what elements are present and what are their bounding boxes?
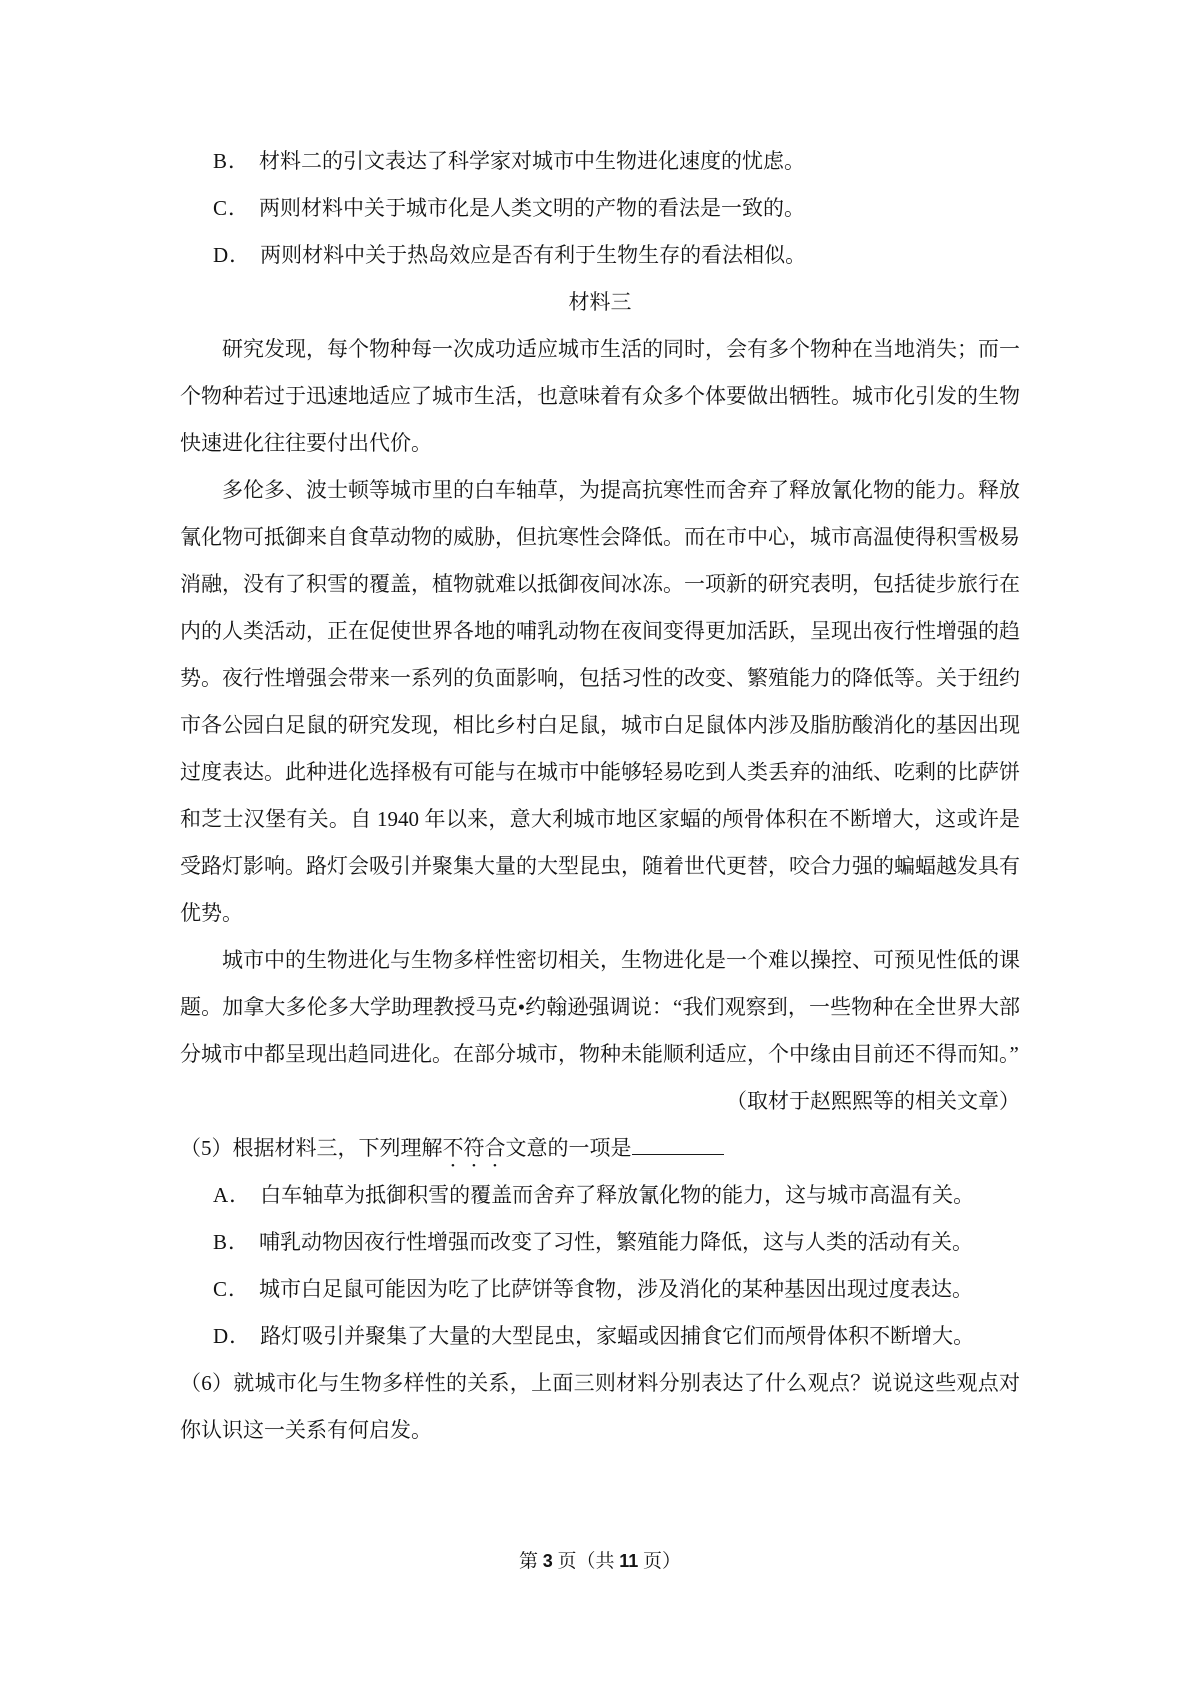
q4-option-b: [180, 138, 1020, 185]
q4-option-c-text: 两则材料中关于城市化是人类文明的产物的看法是一致的。: [259, 196, 806, 220]
q5-option-c-text: 城市白足鼠可能因为吃了比萨饼等食物，涉及消化的某种基因出现过度表达。: [259, 1277, 974, 1301]
q5-option-a: [180, 1172, 1020, 1219]
q4-option-b-label: B．: [213, 149, 251, 173]
q5-option-c-label: C．: [213, 1277, 251, 1301]
material-3-paragraph-3: 城市中的生物进化与生物多样性密切相关，生物进化是一个难以操控、可预见性低的课题。加拿大多伦多大学助理教授马克•约翰逊强调说：“我们观察到，一些物种在全世界大部分城市中都呈现出趋同进化。在部分城市，物种未能顺利适应，个中缘由目前还不得而知。”: [180, 948, 1020, 1066]
q4-option-c-label: C．: [213, 196, 251, 220]
question-5-prefix: （5）根据材料三，下列理解: [180, 1136, 443, 1160]
footer-total-pages: 11: [619, 1551, 639, 1571]
q4-option-d: [180, 232, 1020, 279]
footer-page-number: 3: [542, 1551, 553, 1571]
q5-option-d-label: D．: [213, 1324, 252, 1348]
question-5-prompt: [180, 1125, 1020, 1172]
q5-option-b: [180, 1219, 1020, 1266]
q5-option-b-text: 哺乳动物因夜行性增强而改变了习性，繁殖能力降低，这与人类的活动有关。: [259, 1230, 974, 1254]
material-3-heading: 材料三: [568, 290, 632, 314]
question-5-emphasized: 不符合: [442, 1136, 506, 1160]
page-footer: [0, 1548, 1200, 1575]
material-3-paragraph-1: 研究发现，每个物种每一次成功适应城市生活的同时，会有多个物种在当地消失；而一个物种若过于迅速地适应了城市生活，也意味着有众多个体要做出牺牲。城市化引发的生物快速进化往往要付出代价。: [180, 337, 1020, 455]
q4-option-c: [180, 185, 1020, 232]
q4-option-d-label: D．: [213, 243, 252, 267]
answer-blank: [632, 1152, 724, 1155]
q5-option-a-label: A．: [213, 1183, 252, 1207]
source-attribution: （取材于赵熙熙等的相关文章）: [726, 1089, 1020, 1113]
footer-middle: 页（共: [552, 1551, 620, 1572]
q5-option-a-text: 白车轴草为抵御积雪的覆盖而舍弃了释放氰化物的能力，这与城市高温有关。: [260, 1183, 975, 1207]
q5-option-d: [180, 1313, 1020, 1360]
q5-option-c: [180, 1266, 1020, 1313]
q4-option-b-text: 材料二的引文表达了科学家对城市中生物进化速度的忧虑。: [259, 149, 806, 173]
q4-option-d-text: 两则材料中关于热岛效应是否有利于生物生存的看法相似。: [260, 243, 807, 267]
q5-option-d-text: 路灯吸引并聚集了大量的大型昆虫，家蝠或因捕食它们而颅骨体积不断增大。: [260, 1324, 975, 1348]
footer-suffix: 页）: [638, 1551, 682, 1572]
document-page: [180, 0, 1020, 1454]
material-3-paragraph-2: 多伦多、波士顿等城市里的白车轴草，为提高抗寒性而舍弃了释放氰化物的能力。释放氰化物可抵御来自食草动物的威胁，但抗寒性会降低。而在市中心，城市高温使得积雪极易消融，没有了积雪的覆盖，植物就难以抵御夜间冰冻。一项新的研究表明，包括徒步旅行在内的人类活动，正在促使世界各地的哺乳动物在夜间变得更加活跃，呈现出夜行性增强的趋势。夜行性增强会带来一系列的负面影响，包括习性的改变、繁殖能力的降低等。关于纽约市各公园白足鼠的研究发现，相比乡村白足鼠，城市白足鼠体内涉及脂肪酸消化的基因出现过度表达。此种进化选择极有可能与在城市中能够轻易吃到人类丢弃的油纸、吃剩的比萨饼和芝士汉堡有关。自 1940 年以来，意大利城市地区家蝠的颅骨体积在不断增大，这或许是受路灯影响。路灯会吸引并聚集大量的大型昆虫，随着世代更替，咬合力强的蝙蝠越发具有优势。: [180, 478, 1020, 925]
question-5-suffix: 文意的一项是: [505, 1136, 632, 1160]
q5-option-b-label: B．: [213, 1230, 251, 1254]
question-6-prompt: （6）就城市化与生物多样性的关系，上面三则材料分别表达了什么观点？说说这些观点对你认识这一关系有何启发。: [180, 1371, 1020, 1442]
footer-prefix: 第: [518, 1551, 543, 1572]
